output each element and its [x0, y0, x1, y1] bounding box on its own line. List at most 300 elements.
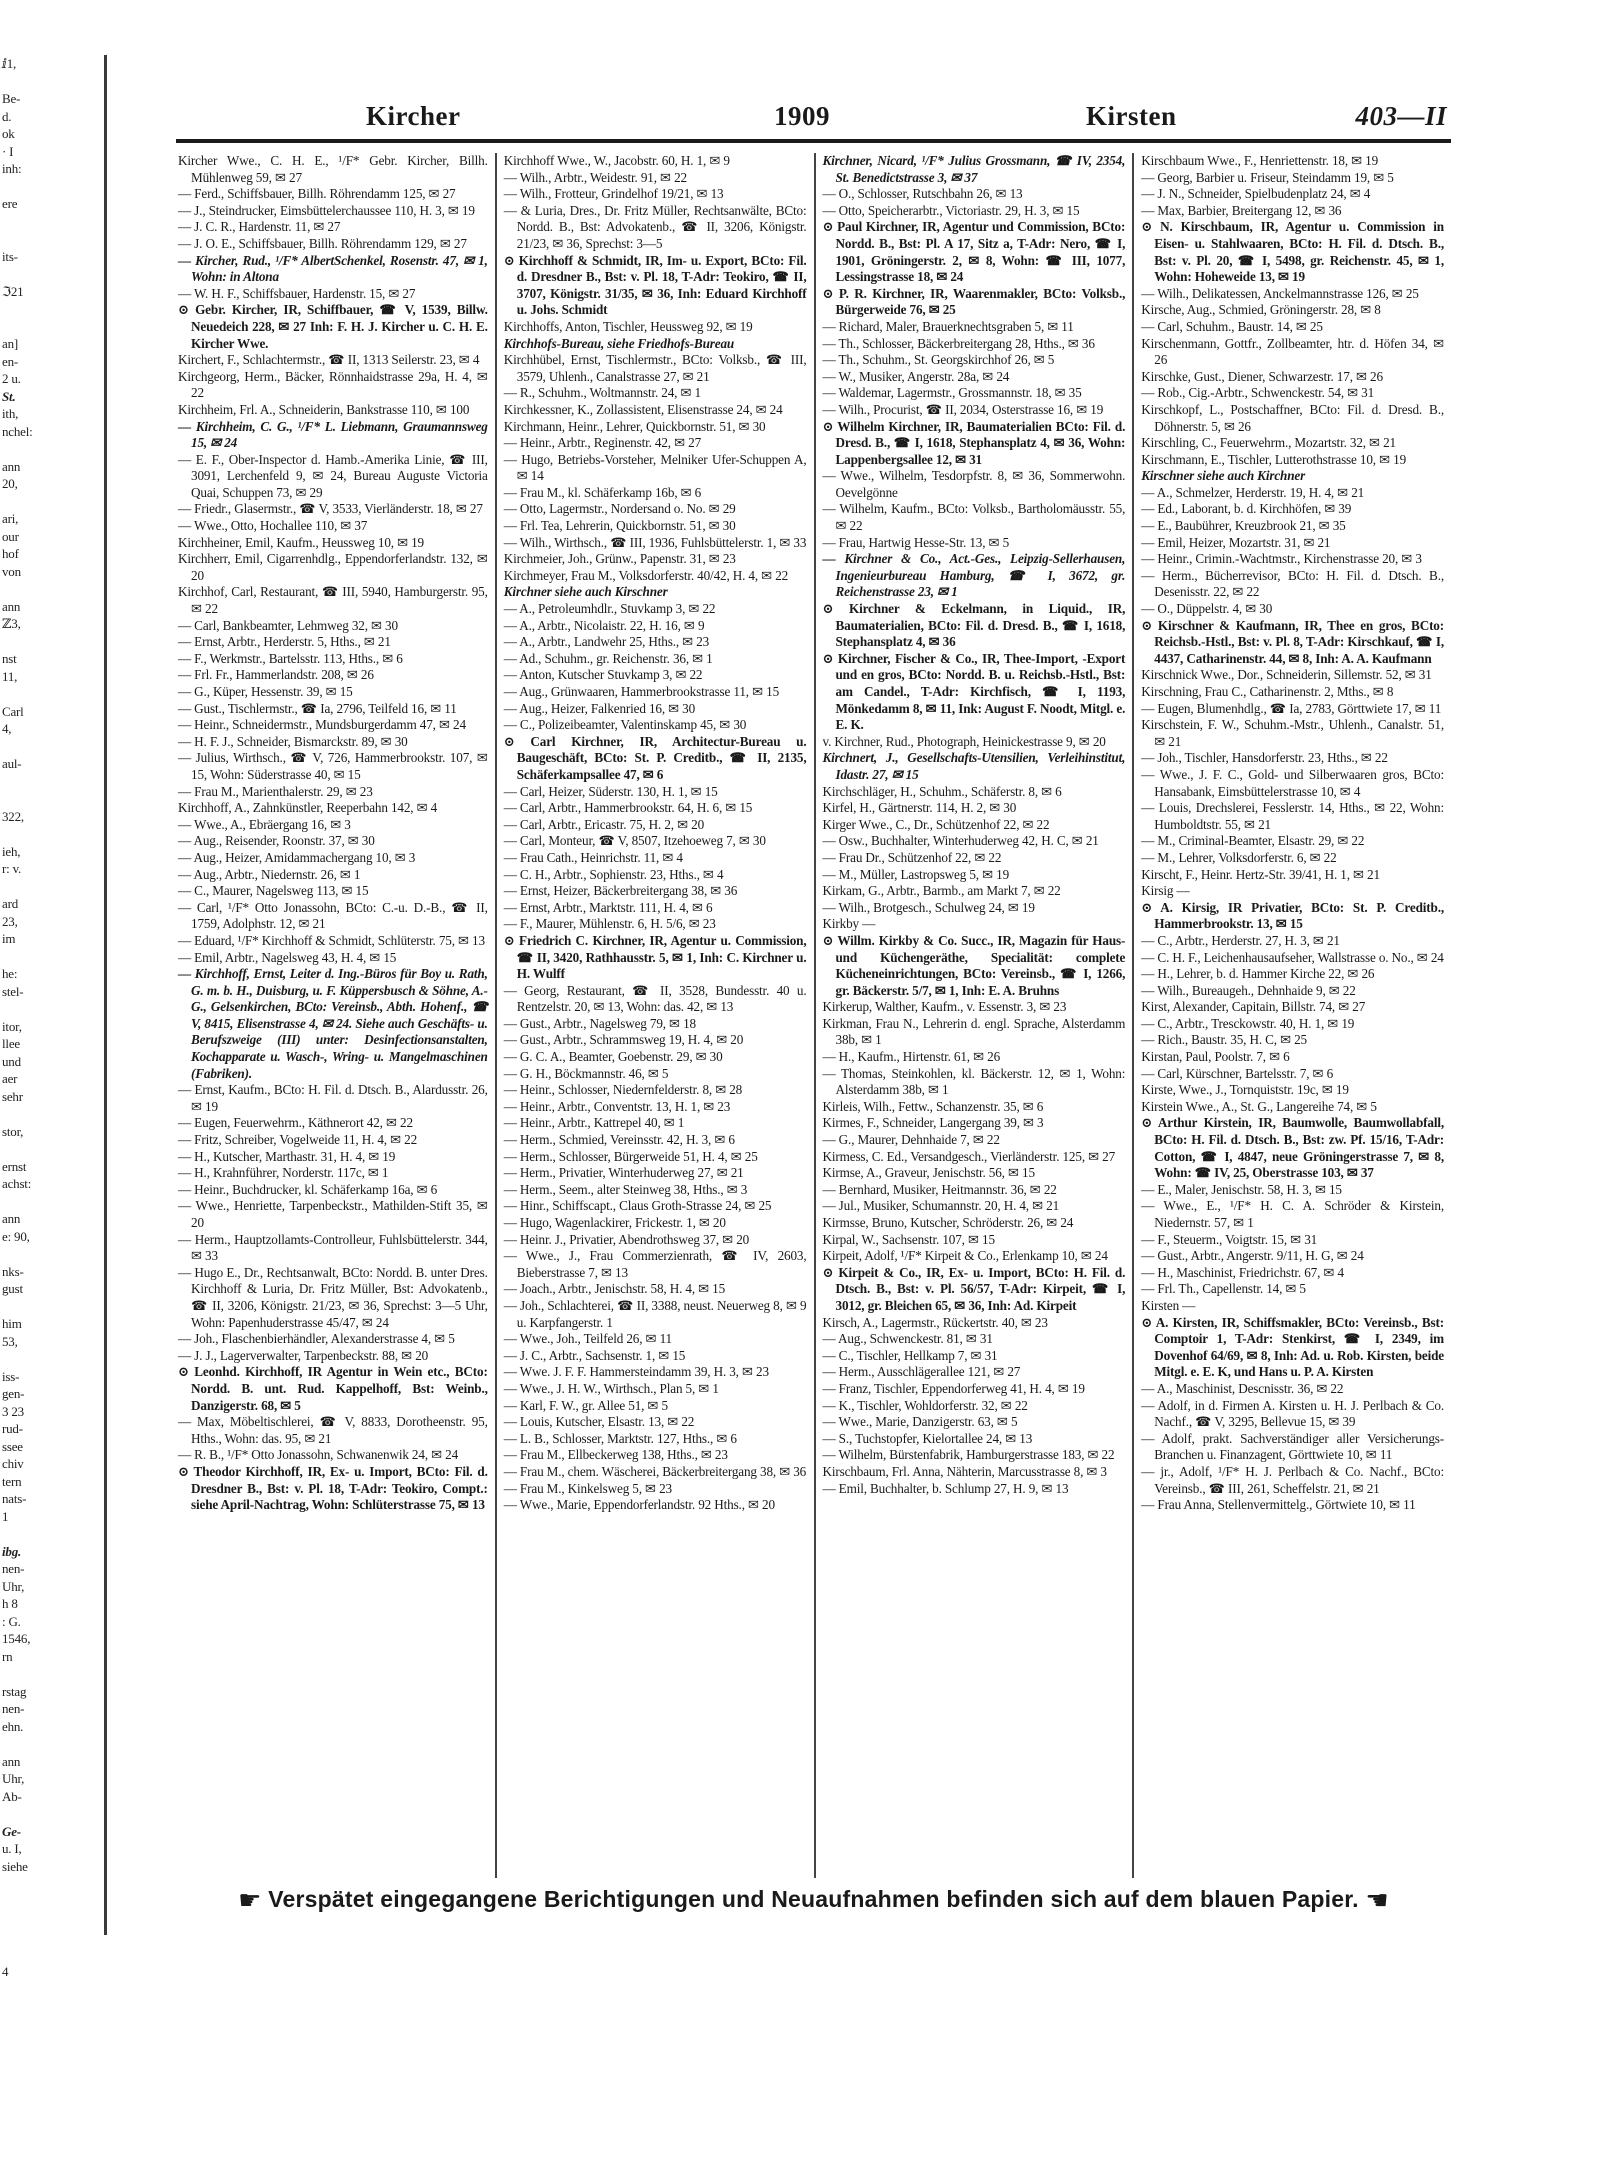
header-last-entry: Kirsten [1086, 101, 1177, 131]
directory-entry: — Carl, Kürschner, Bartelsstr. 7, ✉ 6 [1141, 1065, 1334, 1081]
directory-entry: Kirchnert, J., Gesellschafts-Utensilien, Verleihinstitut, Idastr. 27, ✉ 15 [822, 750, 1126, 782]
directory-entry: — Ernst, Arbtr., Herderstr. 5, Hths., ✉ 21 [178, 634, 391, 650]
directory-entry: — Heinr. J., Privatier, Abendrothsweg 37, ✉ 20 [503, 1231, 750, 1247]
margin-fragment: our [2, 528, 19, 544]
directory-entry: — Anton, Kutscher Stuvkamp 3, ✉ 22 [503, 667, 703, 683]
directory-entry: Kirchmann, Heinr., Lehrer, Quickbornstr. 51, ✉ 30 [503, 418, 766, 434]
directory-entry: — A., Maschinist, Descnisstr. 36, ✉ 22 [1141, 1380, 1344, 1396]
margin-fragment: rstag [2, 1683, 27, 1699]
margin-fragment [0, 1298, 104, 1316]
margin-fragment [0, 178, 104, 196]
margin-fragment [0, 1193, 104, 1211]
margin-fragment: itor, [2, 1018, 22, 1034]
directory-entry: — Wilhelm, Kaufm., BCto: Volksb., Bartholomäusstr. 55, ✉ 22 [822, 501, 1126, 534]
directory-entry: — K., Tischler, Wohldorferstr. 32, ✉ 22 [822, 1397, 1028, 1413]
directory-entry: — A., Arbtr., Nicolaistr. 22, H. 16, ✉ 9 [503, 617, 705, 633]
margin-fragment [0, 493, 104, 511]
margin-fragment: gen- [2, 1386, 25, 1401]
directory-entry: Kirschke, Gust., Diener, Schwarzestr. 17, ✉ 26 [1141, 368, 1383, 384]
directory-entry: — E., Maler, Jenischstr. 58, H. 3, ✉ 15 [1141, 1181, 1342, 1197]
directory-entry: — Aug., Arbtr., Niedernstr. 26, ✉ 1 [178, 866, 361, 882]
margin-fragment: nen- [2, 1561, 25, 1576]
margin-fragment: aer [2, 1071, 18, 1086]
directory-entry: Kirkby — [822, 916, 876, 932]
directory-entry: Kirchhoff Wwe., W., Jacobstr. 60, H. 1, ✉ 9 [503, 153, 730, 168]
directory-entry: — Max, Barbier, Breitergang 12, ✉ 36 [1141, 202, 1342, 218]
margin-fragment: nats- [2, 1491, 27, 1506]
directory-entry: — Eugen, Blumenhdlg., ☎ Ia, 2783, Görttwiete 17, ✉ 11 [1141, 700, 1442, 716]
directory-entry: — Carl, Monteur, ☎ V, 8507, Itzehoeweg 7, ✉ 30 [503, 833, 766, 849]
directory-entry: — Heinr., Buchdrucker, kl. Schäferkamp 16a, ✉ 6 [178, 1181, 438, 1197]
directory-entry: Kirger Wwe., C., Dr., Schützenhof 22, ✉ 22 [822, 816, 1050, 832]
directory-entry: ⊙ Wilhelm Kirchner, IR, Baumaterialien BCto: Fil. d. Dresd. B., ☎ I, 1618, Stephansplatz 4, ✉ 36, Wohn: Lappenbergsallee 12, ✉ 31 [822, 418, 1126, 467]
margin-fragment: ehn. [2, 1718, 24, 1734]
margin-fragment: aul- [2, 756, 22, 771]
directory-entry: — Gust., Tischlermstr., ☎ Ia, 2796, Teilfeld 16, ✉ 11 [178, 700, 457, 716]
directory-entry: — Frl. Fr., Hammerlandstr. 208, ✉ 26 [178, 667, 374, 683]
directory-entry: Kirsig — [1141, 883, 1190, 899]
margin-fragment: llee [2, 1036, 20, 1051]
directory-entry: — Emil, Buchhalter, b. Schlump 27, H. 9, ✉ 13 [822, 1480, 1069, 1496]
margin-fragment [0, 633, 104, 651]
directory-entry: — C., Polizeibeamter, Valentinskamp 45, ✉ 30 [503, 717, 747, 733]
directory-entry: Kirchhoff, A., Zahnkünstler, Reeperbahn 142, ✉ 4 [178, 800, 438, 816]
margin-fragment: its- [2, 248, 18, 264]
margin-fragment: ok [2, 126, 15, 141]
directory-entry: — Ed., Laborant, b. d. Kirchhöfen, ✉ 39 [1141, 501, 1352, 517]
directory-entry: — Ferd., Schiffsbauer, Billh. Röhrendamm 125, ✉ 27 [178, 186, 456, 202]
directory-entry: — R., Schuhm., Woltmannstr. 24, ✉ 1 [503, 385, 701, 401]
margin-fragment: ieh, [2, 843, 21, 859]
directory-entry: — Heinr., Arbtr., Reginenstr. 42, ✉ 27 [503, 435, 702, 451]
directory-entry: — Wwe., J. F. C., Gold- und Silberwaaren gros, BCto: Hansabank, Eimsbüttelerstrasse 10, ✉ 4 [1141, 766, 1444, 799]
column-4 [1132, 153, 1451, 1878]
directory-entry: — Frl. Tea, Lehrerin, Quickbornstr. 51, ✉ 30 [503, 518, 736, 534]
adjacent-page-fragment [0, 55, 107, 1979]
directory-entry: Kirleis, Wilh., Fettw., Schanzenstr. 35, ✉ 6 [822, 1098, 1044, 1114]
directory-entry: ⊙ Kirchhoff & Schmidt, IR, Im- u. Export, BCto: Fil. d. Dresdner B., Bst: v. Pl. 18, T-Adr: Teokiro, ☎ II, 3707, Königstr. 31/35, ✉ 36, Inh: Eduard Kirchhoff u. Johs. Schmidt [503, 252, 807, 318]
directory-entry: — E. F., Ober-Inspector d. Hamb.-Amerika Linie, ☎ III, 3091, Lerchenfeld 9, ✉ 24, Bureau Auguste Victoria Quai, Schuppen 73, ✉ 29 [178, 451, 488, 500]
column-1 [176, 153, 495, 1878]
directory-entry: — Wilh., Procurist, ☎ II, 2034, Osterstrasse 16, ✉ 19 [822, 401, 1104, 417]
directory-entry: — Wwe. J. F. F. Hammersteindamm 39, H. 3, ✉ 23 [503, 1364, 769, 1380]
directory-entry: — Hugo, Wagenlackirer, Frickestr. 1, ✉ 20 [503, 1215, 726, 1230]
directory-entry: — Carl, Arbtr., Hammerbrookstr. 64, H. 6, ✉ 15 [503, 800, 753, 816]
directory-entry: ⊙ P. R. Kirchner, IR, Waarenmakler, BCto: Volksb., Bürgerweide 76, ✉ 25 [822, 285, 1126, 318]
margin-fragment: 1546, [2, 1631, 31, 1646]
margin-fragment: ard [2, 896, 18, 911]
directory-entry: Kirschbaum, Frl. Anna, Nähterin, Marcusstrasse 8, ✉ 3 [822, 1463, 1107, 1479]
header-year: 1909 [774, 101, 830, 131]
directory-entry: — Wwe., J., Frau Commerzienrath, ☎ IV, 2603, Bieberstrasse 7, ✉ 13 [503, 1248, 807, 1280]
directory-entry: — Frau Cath., Heinrichstr. 11, ✉ 4 [503, 849, 683, 865]
directory-entry: Kirchschläger, H., Schuhm., Schäferstr. 8, ✉ 6 [822, 783, 1062, 799]
directory-entry: — A., Arbtr., Landwehr 25, Hths., ✉ 23 [503, 634, 710, 650]
directory-entry: — Richard, Maler, Brauerknechtsgraben 5, ✉ 11 [822, 318, 1074, 334]
directory-entry: — Herm., Bücherrevisor, BCto: H. Fil. d. Dtsch. B., Desenisstr. 22, ✉ 22 [1141, 567, 1444, 600]
directory-entry: Kirchmeyer, Frau M., Volksdorferstr. 40/42, H. 4, ✉ 22 [503, 567, 789, 583]
directory-entry: — Wwe., Wilhelm, Tesdorpfstr. 8, ✉ 36, Sommerwohn. Oevelgönne [822, 468, 1126, 500]
directory-entry: ⊙ Kirchner & Eckelmann, in Liquid., IR, Baumaterialien, BCto: Fil. d. Dresd. B., ☎ I, 1618, Stephansplatz 4, ✉ 36 [822, 601, 1126, 650]
directory-entry: — Max, Möbeltischlerei, ☎ V, 8833, Dorotheenstr. 95, Hths., Wohn: das. 95, ✉ 21 [178, 1414, 488, 1446]
directory-entry: — Georg, Barbier u. Friseur, Steindamm 19, ✉ 5 [1141, 169, 1394, 185]
margin-fragment [0, 440, 104, 458]
margin-fragment [0, 790, 104, 808]
directory-entry: — Karl, F. W., gr. Allee 51, ✉ 5 [503, 1397, 668, 1413]
directory-entry: — Frau Dr., Schützenhof 22, ✉ 22 [822, 849, 1002, 865]
directory-entry: — Frau Anna, Stellenvermittelg., Görtwiete 10, ✉ 11 [1141, 1497, 1416, 1513]
margin-fragment: ℤ3, [2, 616, 21, 631]
directory-entry: — Kirchheim, C. G., ¹/F* L. Liebmann, Graumannsweg 15, ✉ 24 [178, 418, 488, 451]
directory-entry: ⊙ N. Kirschbaum, IR, Agentur u. Commission in Eisen- u. Stahlwaaren, BCto: H. Fil. d. Dtsch. B., Bst: v. Pl. 20, ☎ I, 5498, gr. Reichenstr. 45, ✉ 1, Wohn: Hoheweide 13, ✉ 19 [1141, 219, 1444, 285]
directory-entry: — O., Schlosser, Rutschbahn 26, ✉ 13 [822, 186, 1023, 202]
directory-entry: Kirsch, A., Lagermstr., Rückertstr. 40, ✉ 23 [822, 1314, 1048, 1330]
margin-fragment: ann [2, 1211, 21, 1226]
directory-entry: — M., Criminal-Beamter, Elsastr. 29, ✉ 22 [1141, 833, 1365, 849]
directory-entry: — Otto, Speicherarbtr., Victoriastr. 29, H. 3, ✉ 15 [822, 202, 1080, 218]
directory-entry: — M., Müller, Lastropsweg 5, ✉ 19 [822, 866, 1010, 882]
margin-fragment [0, 1910, 104, 1928]
directory-entry: Kirschning, Frau C., Catharinenstr. 2, Mths., ✉ 8 [1141, 684, 1394, 699]
directory-entry: ⊙ Carl Kirchner, IR, Architectur-Bureau u. Baugeschäft, BCto: St. P. Creditb., ☎ II, 2135, Schäferkampsallee 47, ✉ 6 [503, 733, 807, 782]
margin-fragment: Ge- [2, 1823, 21, 1839]
directory-entry: — Wwe., Joh., Teilfeld 26, ✉ 11 [503, 1331, 672, 1347]
directory-entry: — Heinr., Arbtr., Kattrepel 40, ✉ 1 [503, 1115, 685, 1131]
directory-entry: — Wwe., Marie, Danzigerstr. 63, ✉ 5 [822, 1414, 1018, 1430]
directory-entry: — Wwe., Otto, Hochallee 110, ✉ 37 [178, 518, 368, 534]
margin-fragment: hof [2, 546, 19, 561]
directory-entry: — Joh., Tischler, Hansdorferstr. 23, Hths., ✉ 22 [1141, 750, 1388, 766]
margin-fragment: Carl [2, 703, 24, 719]
directory-entry: ⊙ A. Kirsig, IR Privatier, BCto: St. P. Creditb., Hammerbrookstr. 13, ✉ 15 [1141, 899, 1444, 932]
margin-fragment: nen- [2, 1701, 25, 1716]
directory-entry: Kirchgeorg, Herm., Bäcker, Rönnhaidstrasse 29a, H. 4, ✉ 22 [178, 368, 488, 401]
directory-entry: — Franz, Tischler, Eppendorferweg 41, H. 4, ✉ 19 [822, 1380, 1085, 1396]
directory-entry: ⊙ Kirchner, Fischer & Co., IR, Thee-Import, -Export und en gros, BCto: Nordd. B. u. Reichsb.-Hstl., Bst: am Candel., T-Adr: Kirchfisch, ☎ I, 1193, Mönkedamm 8, ✉ 11, Ink: August F. Noodt, Mitgl. e. E. K. [822, 650, 1126, 733]
directory-entry: — Ernst, Arbtr., Marktstr. 111, H. 4, ✉ 6 [503, 899, 713, 915]
directory-entry: — W., Musiker, Angerstr. 28a, ✉ 24 [822, 368, 1010, 384]
directory-entry: — Bernhard, Musiker, Heitmannstr. 36, ✉ 22 [822, 1181, 1057, 1197]
directory-entry: — Heinr., Crimin.-Wachtmstr., Kirchenstrasse 20, ✉ 3 [1141, 551, 1422, 567]
directory-entry: ⊙ Gebr. Kircher, IR, Schiffbauer, ☎ V, 1539, Billw. Neuedeich 228, ✉ 27 Inh: F. H. J. Kircher u. C. H. E. Kircher Wwe. [178, 302, 488, 351]
directory-entry: — Frau M., Ellbeckerweg 138, Hths., ✉ 23 [503, 1447, 728, 1463]
directory-entry: — Thomas, Steinkohlen, kl. Bäckerstr. 12, ✉ 1, Wohn: Alsterdamm 38b, ✉ 1 [822, 1065, 1126, 1098]
directory-entry: — A., Schmelzer, Herderstr. 19, H. 4, ✉ 21 [1141, 484, 1365, 500]
margin-fragment: Uhr, [2, 1578, 25, 1594]
margin-fragment [0, 1665, 104, 1683]
directory-entry: — W. H. F., Schiffsbauer, Hardenstr. 15, ✉ 27 [178, 285, 416, 301]
directory-entry: — Aug., Grünwaaren, Hammerbrookstrasse 11, ✉ 15 [503, 684, 780, 699]
margin-fragment [0, 73, 104, 91]
page-number: 403—II [1355, 101, 1447, 131]
margin-fragment: gust [2, 1281, 23, 1296]
directory-entry: — Aug., Heizer, Falkenried 16, ✉ 30 [503, 700, 696, 716]
directory-entry: — Wilh., Frotteur, Grindelhof 19/21, ✉ 13 [503, 186, 724, 202]
directory-entry: — Heinr., Schlosser, Niedernfelderstr. 8, ✉ 28 [503, 1082, 743, 1098]
directory-entry: — Kirchhoff, Ernst, Leiter d. Ing.-Büros für Boy u. Rath, G. m. b. H., Duisburg, u. F. Küppersbusch & Söhne, A.-G., Gelsenkirchen, BCto: Vereinsb., Abth. Hohenf., ☎ V, 8415, Elisenstrasse 4, ✉ 24. Siehe auch Geschäfts- u. Berufszweige (III) unter: Desinfectionsanstalten, Kochapparate u. Wasch-, Wring- u. Mangelmaschinen (Fabriken). [178, 966, 488, 1081]
margin-fragment [0, 300, 104, 318]
margin-fragment [0, 825, 104, 843]
directory-entry: — Th., Schlosser, Bäckerbreitergang 28, Hths., ✉ 36 [822, 335, 1095, 351]
margin-fragment: ernst [2, 1158, 27, 1174]
directory-entry: Kirkam, G., Arbtr., Barmb., am Markt 7, ✉ 22 [822, 883, 1061, 899]
directory-entry: — Herm., Ausschlägerallee 121, ✉ 27 [822, 1364, 1021, 1380]
margin-fragment [0, 1945, 104, 1963]
directory-entry: — H., Kaufm., Hirtenstr. 61, ✉ 26 [822, 1049, 1001, 1065]
directory-entry: Kirchner, Nicard, ¹/F* Julius Grossmann, ☎ IV, 2354, St. Benedictstrasse 3, ✉ 37 [822, 153, 1126, 185]
directory-entry: — F., Maurer, Mühlenstr. 6, H. 5/6, ✉ 23 [503, 916, 716, 932]
directory-entry: ⊙ Willm. Kirkby & Co. Succ., IR, Magazin für Haus- und Küchengeräthe, Specialität: complete Kücheneinrichtungen, BCto: Vereinsb., ☎ I, 1266, gr. Bäckerstr. 5/7, ✉ 1, Inh: E. A. Bruhns [822, 932, 1126, 998]
margin-fragment: 23, [2, 913, 18, 929]
margin-fragment: achst: [2, 1176, 32, 1191]
directory-entry: Kirschnick Wwe., Dor., Schneiderin, Sillemstr. 52, ✉ 31 [1141, 667, 1432, 683]
directory-entry: Kirchherr, Emil, Cigarrenhdlg., Eppendorferlandstr. 132, ✉ 20 [178, 551, 488, 583]
header-first-entry: Kircher [366, 101, 461, 131]
margin-fragment: · I [2, 143, 14, 159]
directory-entry: Kirschmann, E., Tischler, Lutterothstrasse 10, ✉ 19 [1141, 451, 1407, 467]
directory-entry: — & Luria, Dres., Dr. Fritz Müller, Rechtsanwälte, BCto: Nordd. B., Bst: Advokatenb., ☎ II, 3206, Königstr. 21/23, ✉ 36, Sprechst: 3—5 [503, 202, 807, 251]
margin-fragment [0, 1000, 104, 1018]
directory-entry: — F., Steuerm., Voigtstr. 15, ✉ 31 [1141, 1231, 1318, 1247]
margin-fragment: rud- [2, 1421, 23, 1436]
directory-entry: — Aug., Heizer, Amidammachergang 10, ✉ 3 [178, 849, 416, 865]
directory-entry: — C., Arbtr., Herderstr. 27, H. 3, ✉ 21 [1141, 932, 1340, 948]
directory-entry: Kirmess, C. Ed., Versandgesch., Vierländerstr. 125, ✉ 27 [822, 1148, 1116, 1164]
directory-entry: — Osw., Buchhalter, Winterhuderweg 42, H. C, ✉ 21 [822, 833, 1099, 849]
directory-entry: — Frau M., Kinkelsweg 5, ✉ 23 [503, 1480, 672, 1496]
directory-entry: ⊙ Paul Kirchner, IR, Agentur und Commission, BCto: Nordd. B., Bst: Pl. A 17, Sitz a, T-Adr: Nero, ☎ I, 1901, Gröningerstr. 2, ✉ 8, Wohn: ☎ III, 1077, Lessingstrasse 18, ✉ 24 [822, 219, 1126, 285]
directory-entry: — J., Steindrucker, Eimsbüttelerchaussee 110, H. 3, ✉ 19 [178, 202, 475, 218]
margin-fragment: e: 90, [2, 1228, 30, 1244]
directory-entry: Kirchert, F., Schlachtermstr., ☎ II, 1313 Seilerstr. 23, ✉ 4 [178, 352, 480, 368]
margin-fragment: 2 u. [2, 371, 21, 386]
margin-fragment: Be- [2, 91, 21, 106]
directory-entry: Kirchmeier, Joh., Grünw., Papenstr. 31, ✉ 23 [503, 551, 736, 567]
directory-entry: — J. C., Arbtr., Sachsenstr. 1, ✉ 15 [503, 1347, 686, 1363]
directory-entry: — Herm., Seem., alter Steinweg 38, Hths., ✉ 3 [503, 1181, 748, 1197]
margin-fragment: stor, [2, 1123, 24, 1139]
directory-entry: Kirsche, Aug., Schmied, Gröningerstr. 28, ✉ 8 [1141, 302, 1381, 318]
directory-entry: ⊙ Arthur Kirstein, IR, Baumwolle, Baumwollabfall, BCto: H. Fil. d. Dtsch. B., Bst: zw. Pf. 15/16, T-Adr: Cotton, ☎ I, 4847, neue Gröningerstrasse 7, ✉ 8, Wohn: ☎ IV, 25, Oberstrasse 103, ✉ 37 [1141, 1115, 1444, 1181]
directory-entry: ⊙ Friedrich C. Kirchner, IR, Agentur u. Commission, ☎ II, 3420, Rathhausstr. 5, ✉ 1, Inh: C. Kirchner u. H. Wulff [503, 932, 807, 982]
directory-entry: — Rich., Baustr. 35, H. C, ✉ 25 [1141, 1032, 1308, 1048]
margin-fragment: 4, [2, 721, 12, 736]
margin-fragment: 4 [2, 1963, 9, 1979]
margin-fragment: he: [2, 966, 18, 981]
directory-entry: ⊙ A. Kirsten, IR, Schiffsmakler, BCto: Vereinsb., Bst: Comptoir 1, T-Adr: Stenkirst, ☎ I, 2349, im Dovenhof 64/69, ✉ 8, Inh: Ad. u. Rob. Kirsten, beide Mitgl. e. E. K, und Hans u. P. A. Kirsten [1141, 1314, 1444, 1380]
directory-entry: — Gust., Arbtr., Nagelsweg 79, ✉ 18 [503, 1015, 696, 1031]
directory-entry: Kirschner siehe auch Kirchner [1141, 468, 1306, 484]
margin-fragment [0, 1893, 104, 1911]
margin-fragment: chiv [2, 1456, 24, 1471]
margin-fragment [0, 1350, 104, 1368]
pointing-hand-right-icon: ☛ [238, 1885, 262, 1915]
directory-entry: Kirchhofs-Bureau, siehe Friedhofs-Bureau [503, 335, 735, 351]
directory-entry: — J. O. E., Schiffsbauer, Billh. Röhrendamm 129, ✉ 27 [178, 235, 467, 251]
margin-fragment: ⅈ1, [2, 56, 17, 71]
margin-fragment [0, 1525, 104, 1543]
directory-entry: — Th., Schuhm., St. Georgskirchhof 26, ✉ 5 [822, 352, 1055, 368]
directory-entry: — M., Lehrer, Volksdorferstr. 6, ✉ 22 [1141, 849, 1337, 865]
directory-entry: Kirchhoffs, Anton, Tischler, Heussweg 92, ✉ 19 [503, 318, 753, 334]
margin-fragment: 1 [2, 1508, 9, 1524]
entry-columns [176, 153, 1451, 1878]
directory-entry: — Carl, Bankbeamter, Lehmweg 32, ✉ 30 [178, 617, 398, 633]
directory-entry: Kirscht, F., Heinr. Hertz-Str. 39/41, H. 1, ✉ 21 [1141, 866, 1380, 882]
margin-fragment: h 8 [2, 1596, 18, 1611]
directory-entry: Kirschenmann, Gottfr., Zollbeamter, htr. d. Höfen 34, ✉ 26 [1141, 335, 1444, 368]
margin-fragment: 3 23 [2, 1403, 24, 1419]
margin-fragment: inh: [2, 161, 22, 176]
directory-entry: — Heinr., Arbtr., Conventstr. 13, H. 1, ✉ 23 [503, 1098, 731, 1114]
directory-entry: — Wilh., Arbtr., Weidestr. 91, ✉ 22 [503, 169, 687, 185]
margin-fragment: ari, [2, 511, 19, 526]
directory-entry: — Friedr., Glasermstr., ☎ V, 3533, Vierländerstr. 18, ✉ 27 [178, 501, 483, 517]
directory-entry: — Frau, Hartwig Hesse-Str. 13, ✉ 5 [822, 534, 1010, 550]
directory-entry: — S., Tuchstopfer, Kielortallee 24, ✉ 13 [822, 1430, 1033, 1446]
directory-entry: — Waldemar, Lagermstr., Grossmannstr. 18, ✉ 35 [822, 385, 1082, 401]
directory-entry: — Wilh., Delikatessen, Anckelmannstrasse 126, ✉ 25 [1141, 285, 1419, 301]
directory-entry: Kirschling, C., Feuerwehrm., Mozartstr. 32, ✉ 21 [1141, 435, 1396, 451]
directory-entry: — C., Tischler, Hellkamp 7, ✉ 31 [822, 1347, 998, 1363]
margin-fragment: ibg. [2, 1543, 22, 1559]
directory-entry: Kirmes, F., Schneider, Langergang 39, ✉ 3 [822, 1115, 1044, 1131]
directory-entry: — A., Petroleumhdlr., Stuvkamp 3, ✉ 22 [503, 601, 716, 617]
directory-entry: — Kircher, Rud., ¹/F* AlbertSchenkel, Rosenstr. 47, ✉ 1, Wohn: in Altona [178, 252, 488, 285]
directory-entry: — Herm., Schmied, Vereinsstr. 42, H. 3, ✉ 6 [503, 1132, 735, 1148]
directory-entry: — C., Maurer, Nagelsweg 113, ✉ 15 [178, 883, 369, 899]
directory-entry: — Louis, Drechslerei, Fesslerstr. 14, Hths., ✉ 22, Wohn: Humboldtstr. 55, ✉ 21 [1141, 800, 1444, 832]
directory-entry: Kirpeit, Adolf, ¹/F* Kirpeit & Co., Erlenkamp 10, ✉ 24 [822, 1248, 1108, 1264]
margin-fragment [0, 1105, 104, 1123]
directory-entry: Kirmsse, Bruno, Kutscher, Schröderstr. 26, ✉ 24 [822, 1215, 1074, 1230]
directory-entry: — G., Küper, Hessenstr. 39, ✉ 15 [178, 684, 353, 699]
directory-entry: — H. F. J., Schneider, Bismarckstr. 89, ✉ 30 [178, 733, 408, 749]
directory-entry: — Heinr., Schneidermstr., Mundsburgerdamm 47, ✉ 24 [178, 717, 466, 733]
margin-fragment: ann [2, 1753, 21, 1769]
directory-entry: Kirfel, H., Gärtnerstr. 114, H. 2, ✉ 30 [822, 800, 1017, 816]
margin-fragment [0, 738, 104, 756]
directory-entry: — Carl, Heizer, Süderstr. 130, H. 1, ✉ 15 [503, 783, 718, 799]
directory-entry: — G. C. A., Beamter, Goebenstr. 29, ✉ 30 [503, 1049, 723, 1065]
directory-entry: — Joh., Schlachterei, ☎ II, 3388, neust. Neuerweg 8, ✉ 9 u. Karpfangerstr. 1 [503, 1297, 807, 1330]
margin-fragment [0, 1140, 104, 1158]
margin-fragment: r: v. [2, 861, 22, 876]
margin-fragment: him [2, 1316, 22, 1331]
directory-entry: — Otto, Lagermstr., Nordersand o. No. ✉ 29 [503, 501, 736, 517]
directory-entry: Kirste, Wwe., J., Tornquiststr. 19c, ✉ 19 [1141, 1082, 1349, 1098]
margin-fragment [0, 878, 104, 896]
directory-entry: — Ernst, Kaufm., BCto: H. Fil. d. Dtsch. B., Alardusstr. 26, ✉ 19 [178, 1082, 488, 1114]
margin-fragment: rn [2, 1648, 13, 1664]
margin-fragment [0, 685, 104, 703]
directory-entry: — Ad., Schuhm., gr. Reichenstr. 36, ✉ 1 [503, 650, 713, 666]
directory-entry: ⊙ Leonhd. Kirchhoff, IR Agentur in Wein etc., BCto: Nordd. B. unt. Rud. Kappelhoff, Bst: Weinb., Danzigerstr. 68, ✉ 5 [178, 1364, 488, 1413]
directory-entry: — G., Maurer, Dehnhaide 7, ✉ 22 [822, 1132, 1000, 1148]
directory-entry: — Louis, Kutscher, Elsastr. 13, ✉ 22 [503, 1414, 695, 1430]
directory-entry: — Carl, Arbtr., Ericastr. 75, H. 2, ✉ 20 [503, 816, 705, 832]
margin-fragment: d. [2, 108, 12, 124]
page-header [176, 95, 1451, 143]
directory-entry: Kirsten — [1141, 1297, 1196, 1313]
margin-fragment: nst [2, 651, 17, 666]
directory-entry: v. Kirchner, Rud., Photograph, Heinickestrasse 9, ✉ 20 [822, 733, 1106, 749]
directory-entry: — Wwe., A., Ebräergang 16, ✉ 3 [178, 816, 351, 832]
directory-entry: — Julius, Wirthsch., ☎ V, 726, Hammerbrookstr. 107, ✉ 15, Wohn: Süderstrasse 40, ✉ 15 [178, 750, 488, 782]
pointing-hand-left-icon: ☚ [1365, 1885, 1389, 1915]
directory-entry: — L. B., Schlosser, Marktstr. 127, Hths., ✉ 6 [503, 1430, 737, 1446]
directory-entry: — Adolf, in d. Firmen A. Kirsten u. H. J. Perlbach & Co. Nachf., ☎ V, 3295, Bellevue 15, ✉ 39 [1141, 1397, 1444, 1430]
directory-entry: Kirkman, Frau N., Lehrerin d. engl. Sprache, Alsterdamm 38b, ✉ 1 [822, 1015, 1126, 1048]
directory-entry: — Wwe., Henriette, Tarpenbeckstr., Mathilden-Stift 35, ✉ 20 [178, 1198, 488, 1230]
directory-entry: — Wwe., E., ¹/F* H. C. A. Schröder & Kirstein, Niedernstr. 57, ✉ 1 [1141, 1198, 1444, 1230]
directory-entry: — Wilh., Bureaugeh., Dehnhaide 9, ✉ 22 [1141, 982, 1356, 998]
margin-fragment: im [2, 931, 16, 946]
directory-entry: Kirstein Wwe., A., St. G., Langereihe 74, ✉ 5 [1141, 1098, 1377, 1114]
directory-entry: — Aug., Reisender, Roonstr. 37, ✉ 30 [178, 833, 375, 849]
margin-fragment: u. I, [2, 1841, 22, 1856]
margin-fragment: ere [2, 196, 18, 211]
margin-fragment [0, 773, 104, 791]
directory-entry: — Carl, ¹/F* Otto Jonassohn, BCto: C.-u. D.-B., ☎ II, 1759, Adolphstr. 12, ✉ 21 [178, 899, 488, 932]
directory-entry: — Frau M., chem. Wäscherei, Bäckerbreitergang 38, ✉ 36 [503, 1463, 807, 1479]
directory-entry: — H., Krahnführer, Norderstr. 117c, ✉ 1 [178, 1165, 389, 1181]
directory-entry: — J. C. R., Hardenstr. 11, ✉ 27 [178, 219, 341, 235]
directory-entry: — Herm., Schlosser, Bürgerweide 51, H. 4, ✉ 25 [503, 1148, 758, 1164]
margin-fragment [0, 1805, 104, 1823]
directory-entry: — Eduard, ¹/F* Kirchhoff & Schmidt, Schlüterstr. 75, ✉ 13 [178, 932, 485, 948]
margin-fragment: 322, [2, 808, 24, 824]
directory-entry: — Carl, Schuhm., Baustr. 14, ✉ 25 [1141, 318, 1323, 334]
directory-entry: — Hugo, Betriebs-Vorsteher, Melniker Ufer-Schuppen A, ✉ 14 [503, 451, 807, 484]
column-2 [495, 153, 814, 1878]
directory-entry: Kirstan, Paul, Poolstr. 7, ✉ 6 [1141, 1049, 1290, 1065]
margin-fragment [0, 1928, 104, 1946]
margin-fragment: sehr [2, 1088, 23, 1104]
directory-entry: — Frl. Th., Capellenstr. 14, ✉ 5 [1141, 1281, 1306, 1297]
directory-entry: Kirschbaum Wwe., F., Henriettenstr. 18, ✉ 19 [1141, 153, 1379, 168]
margin-fragment: ann [2, 598, 21, 614]
directory-page [176, 95, 1451, 1965]
margin-fragment: St. [2, 388, 16, 404]
margin-fragment: Ab- [2, 1788, 22, 1804]
margin-fragment: 11, [2, 668, 18, 684]
directory-entry: Kirkerup, Walther, Kaufm., v. Essenstr. 3, ✉ 23 [822, 999, 1067, 1015]
directory-entry: — Gust., Arbtr., Schrammsweg 19, H. 4, ✉ 20 [503, 1032, 744, 1048]
margin-fragment: : G. [2, 1613, 21, 1629]
margin-fragment: siehe [2, 1858, 28, 1874]
margin-fragment [0, 265, 104, 283]
directory-entry: — Joh., Flaschenbierhändler, Alexanderstrasse 4, ✉ 5 [178, 1331, 455, 1347]
directory-entry: — Frau M., Marienthalerstr. 29, ✉ 23 [178, 783, 373, 799]
margin-fragment: ith, [2, 406, 19, 421]
directory-entry: Kirmse, A., Graveur, Jenischstr. 56, ✉ 15 [822, 1165, 1035, 1181]
directory-entry: Kirchheim, Frl. A., Schneiderin, Bankstrasse 110, ✉ 100 [178, 401, 470, 417]
directory-entry: — Fritz, Schreiber, Vogelweide 11, H. 4, ✉ 22 [178, 1132, 418, 1148]
directory-entry: — Kirchner & Co., Act.-Ges., Leipzig-Sellerhausen, Ingenieurbureau Hamburg, ☎ I, 3672, gr. Reichenstrasse 23, ✉ 1 [822, 551, 1126, 600]
directory-entry: — Wilh., Brotgesch., Schulweg 24, ✉ 19 [822, 899, 1035, 915]
directory-entry: Kirpal, W., Sachsenstr. 107, ✉ 15 [822, 1231, 995, 1247]
directory-entry: — Gust., Arbtr., Angerstr. 9/11, H. G, ✉ 24 [1141, 1248, 1364, 1264]
directory-entry: Kirchheiner, Emil, Kaufm., Heussweg 10, ✉ 19 [178, 534, 425, 550]
margin-fragment [0, 580, 104, 598]
margin-fragment: iss- [2, 1368, 20, 1384]
margin-fragment: von [2, 563, 21, 579]
directory-entry: — Hinr., Schiffscapt., Claus Groth-Strasse 24, ✉ 25 [503, 1198, 772, 1214]
margin-fragment: tern [2, 1473, 22, 1489]
margin-fragment: ann [2, 458, 21, 474]
directory-entry: — H., Kutscher, Marthastr. 31, H. 4, ✉ 19 [178, 1148, 396, 1164]
